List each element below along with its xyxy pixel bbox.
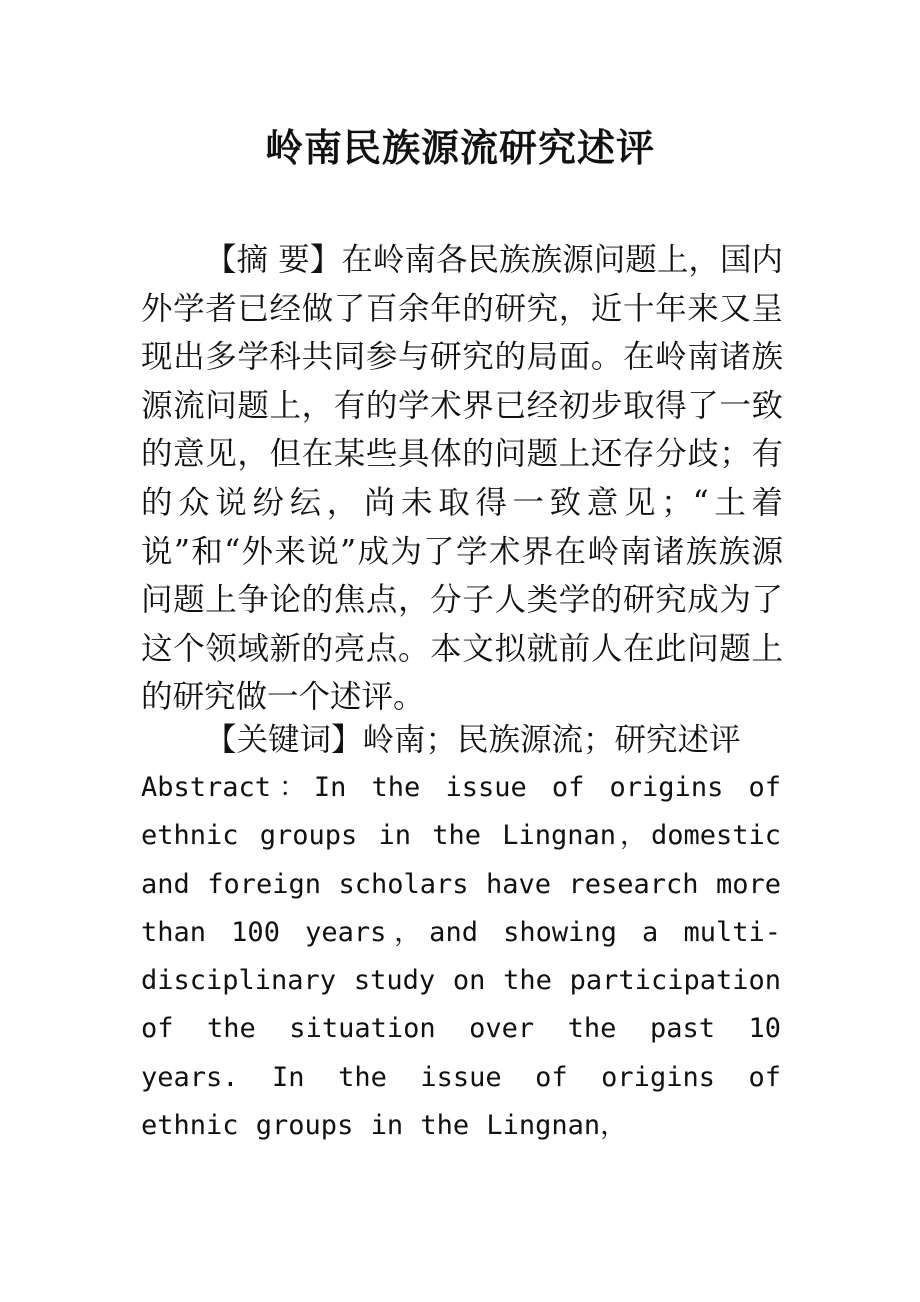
- document-title: 岭南民族源流研究述评: [264, 125, 655, 170]
- keywords: 【关键词】岭南；民族源流；研究述评: [205, 722, 741, 758]
- chinese-abstract: 【摘 要】在岭南各民族族源问题上，国内外学者已经做了百余年的研究，近十年来又呈现出多学科共同参与研究的局面。在岭南诸族源流问题上，有的学术界已经初步取得了一致的意见，但在某些具体的问题上还存分歧；有的众说纷纭，尚未取得一致意见；“土着说”和“外来说”成为了学术界在岭南诸族族源问题上争论的焦点，分子人类学的研究成为了这个领域新的亮点。本文拟就前人在此问题上的研究做一个述评。: [141, 242, 783, 716]
- english-abstract: Abstract：In the issue of origins of ethnic groups in the Lingnan，domestic and foreign scholars have research more than 100 years，and showing a multi-disciplinary study on the participation of the situation over the past 10 years. In the issue of origins of ethnic groups in the Lingnan，: [141, 772, 781, 1142]
